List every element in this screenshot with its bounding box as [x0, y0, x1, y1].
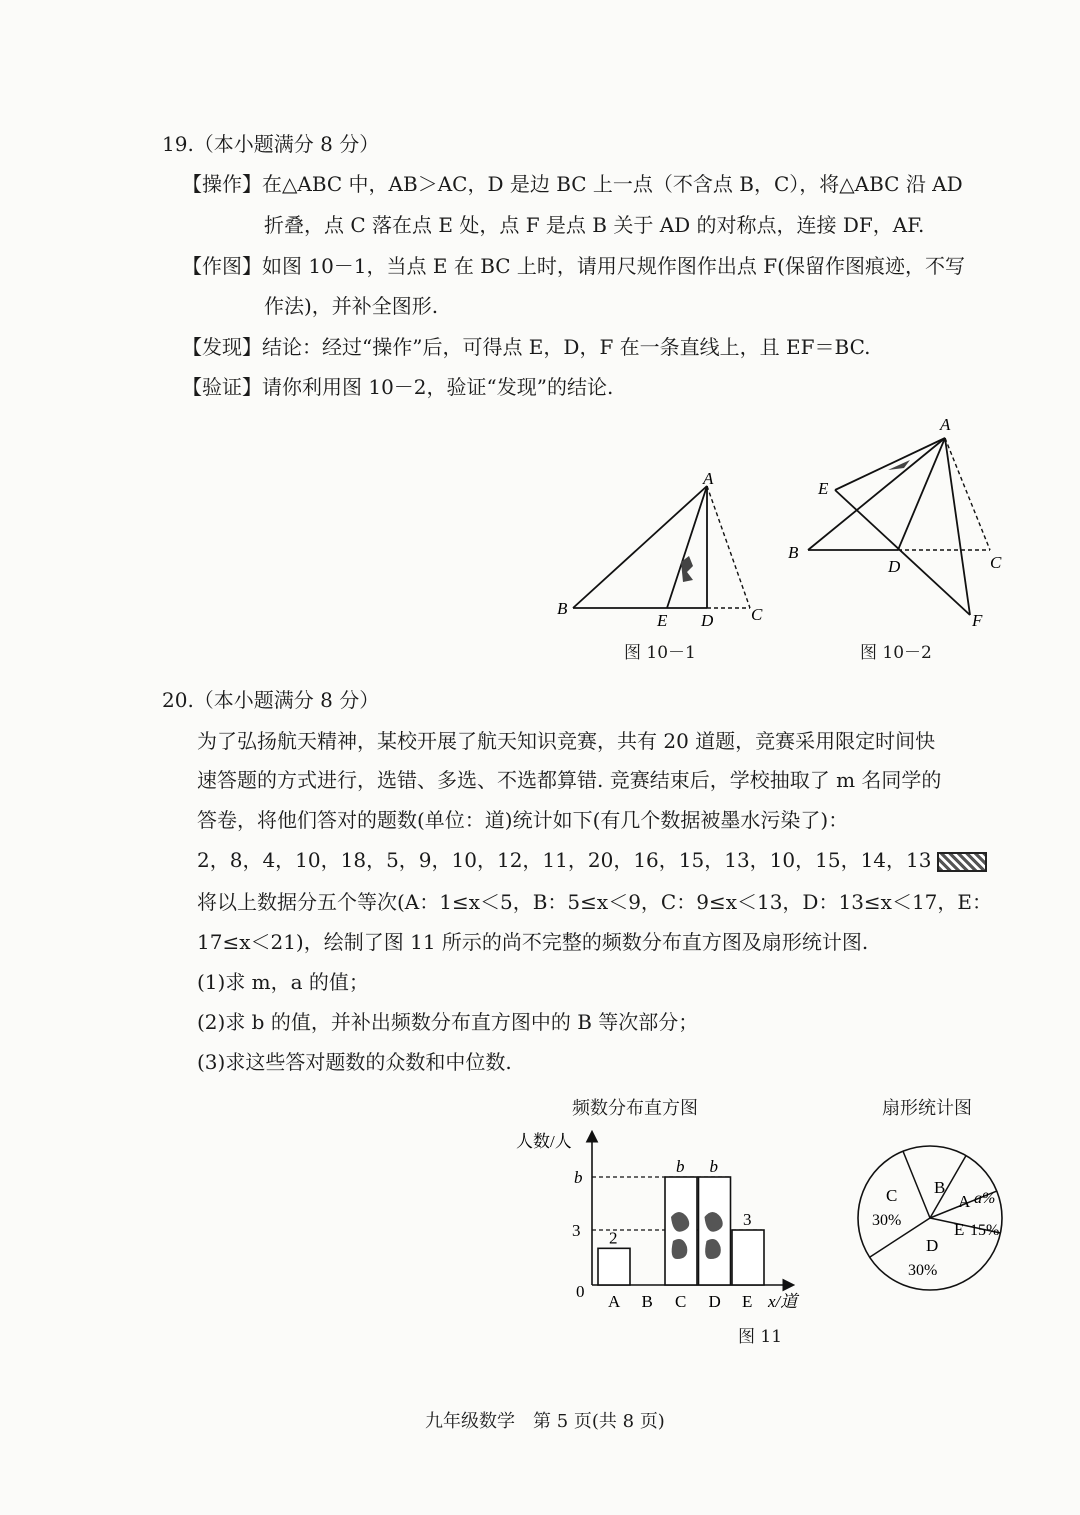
fig10-1-label-e: E: [657, 611, 668, 630]
fig10-2-line-ef: [835, 490, 970, 615]
fig10-2-label-b: B: [788, 543, 799, 562]
fig10-2-line-ab: [808, 438, 945, 550]
q20-header: 20.（本小题满分 8 分）: [162, 688, 380, 712]
pie-slice-label-B: B: [934, 1178, 946, 1197]
histogram-title: 频数分布直方图: [572, 1098, 698, 1119]
histogram-ytick-3: 3: [572, 1221, 581, 1240]
q19-discovery-line: 【发现】结论：经过“操作”后，可得点 E，D，F 在一条直线上，且 EF＝BC.: [182, 335, 871, 359]
histogram-category-E: E: [742, 1292, 753, 1311]
pie-slice-label-A: A: [958, 1192, 971, 1211]
page-footer: 九年级数学 第 5 页(共 8 页): [425, 1411, 665, 1432]
pie-slice-value-E: 15%: [970, 1222, 1000, 1239]
pie-divider-0: [903, 1151, 930, 1218]
fig10-1-label-d: D: [701, 611, 714, 630]
q20-paragraph-line5: 17≤x＜21)，绘制了图 11 所示的尚不完整的频数分布直方图及扇形统计图.: [197, 930, 869, 954]
q20-paragraph-line1: 为了弘扬航天精神，某校开展了航天知识竞赛，共有 20 道题，竞赛采用限定时间快: [197, 729, 936, 753]
q19-drawing-line2: 作法)，并补全图形.: [264, 294, 439, 318]
q20-paragraph-line4: 将以上数据分五个等次(A：1≤x＜5，B：5≤x＜9，C：9≤x＜13，D：13≤x＜17，E：: [197, 890, 992, 914]
histogram-category-C: C: [675, 1292, 687, 1311]
pie-slice-value-D: 30%: [908, 1262, 938, 1279]
q19-operation-line1: 【操作】在△ABC 中，AB＞AC，D 是边 BC 上一点（不含点 B，C），将△ABC 沿 AD: [182, 172, 963, 196]
q19-drawing-line1: 【作图】如图 10－1，当点 E 在 BC 上时，请用尺规作图作出点 F(保留作图痕迹，不写: [182, 254, 965, 278]
histogram-data-label-D: b: [709, 1157, 718, 1176]
histogram-data-label-A: 2: [609, 1228, 618, 1248]
histogram-origin: 0: [576, 1282, 585, 1301]
pie-title: 扇形统计图: [882, 1098, 972, 1119]
histogram-ytick-b: b: [574, 1168, 583, 1187]
q20-subquestion-3: (3)求这些答对题数的众数和中位数.: [197, 1050, 512, 1074]
histogram-chart: [510, 1125, 810, 1320]
fig10-2-label-d: D: [888, 557, 901, 576]
figure-10-2-caption: 图 10－2: [860, 643, 932, 663]
histogram-bar-A: [598, 1248, 630, 1285]
histogram-category-D: D: [708, 1292, 721, 1311]
q19-verify-line: 【验证】请你利用图 10－2，验证“发现”的结论.: [182, 375, 614, 399]
histogram-category-A: A: [608, 1292, 621, 1311]
fig10-1-label-a: A: [703, 470, 714, 488]
ink-stain-icon: [937, 852, 987, 872]
figure-11-caption: 图 11: [738, 1327, 783, 1347]
histogram-data-label-C: b: [676, 1157, 685, 1176]
q19-header: 19.（本小题满分 8 分）: [162, 132, 380, 156]
figure-10-2: [780, 410, 1010, 635]
pie-slice-label-C: C: [886, 1186, 898, 1205]
figure-10-1-caption: 图 10－1: [624, 643, 696, 663]
fig10-2-label-f: F: [972, 611, 983, 630]
histogram-data-label-E: 3: [743, 1210, 752, 1229]
pie-slice-value-C: 30%: [872, 1212, 902, 1229]
histogram-xlabel: x/道: [768, 1292, 798, 1311]
histogram-bar-E: [732, 1230, 764, 1285]
fig10-2-line-ad: [898, 438, 945, 550]
fig10-2-label-c: C: [990, 553, 1002, 572]
q19-operation-line2: 折叠，点 C 落在点 E 处，点 F 是点 B 关于 AD 的对称点，连接 DF，AF.: [264, 213, 925, 237]
fig10-1-label-b: B: [557, 599, 568, 618]
q20-data-values: 2，8，4，10，18，5，9，10，12，11，20，16，15，13，10，15，14，13: [197, 848, 932, 872]
pie-slice-value-A: a%: [974, 1190, 996, 1207]
q20-subquestion-2: (2)求 b 的值，并补出频数分布直方图中的 B 等次部分；: [197, 1010, 699, 1034]
fig10-2-line-ac-dashed: [945, 438, 990, 550]
fig10-2-label-a: A: [940, 415, 951, 434]
q20-paragraph-line2: 速答题的方式进行，选错、多选、不选都算错. 竞赛结束后，学校抽取了 m 名同学的: [197, 768, 942, 792]
q20-data-line: [197, 846, 987, 874]
q20-paragraph-line3: 答卷，将他们答对的题数(单位：道)统计如下(有几个数据被墨水污染了)：: [197, 808, 849, 832]
fig10-2-label-e: E: [818, 479, 829, 498]
q20-subquestion-1: (1)求 m，a 的值；: [197, 970, 369, 994]
fig10-2-line-af: [945, 438, 970, 615]
histogram-ylabel: 人数/人: [516, 1132, 572, 1151]
fig10-1-line-ac-dashed: [707, 486, 750, 608]
fig10-1-label-c: C: [751, 605, 763, 624]
pie-slice-label-D: D: [926, 1236, 939, 1255]
pie-slice-label-E: E: [954, 1220, 965, 1239]
histogram-category-B: B: [641, 1292, 653, 1311]
pie-chart: [850, 1135, 1020, 1305]
figure-10-1: [545, 470, 775, 630]
